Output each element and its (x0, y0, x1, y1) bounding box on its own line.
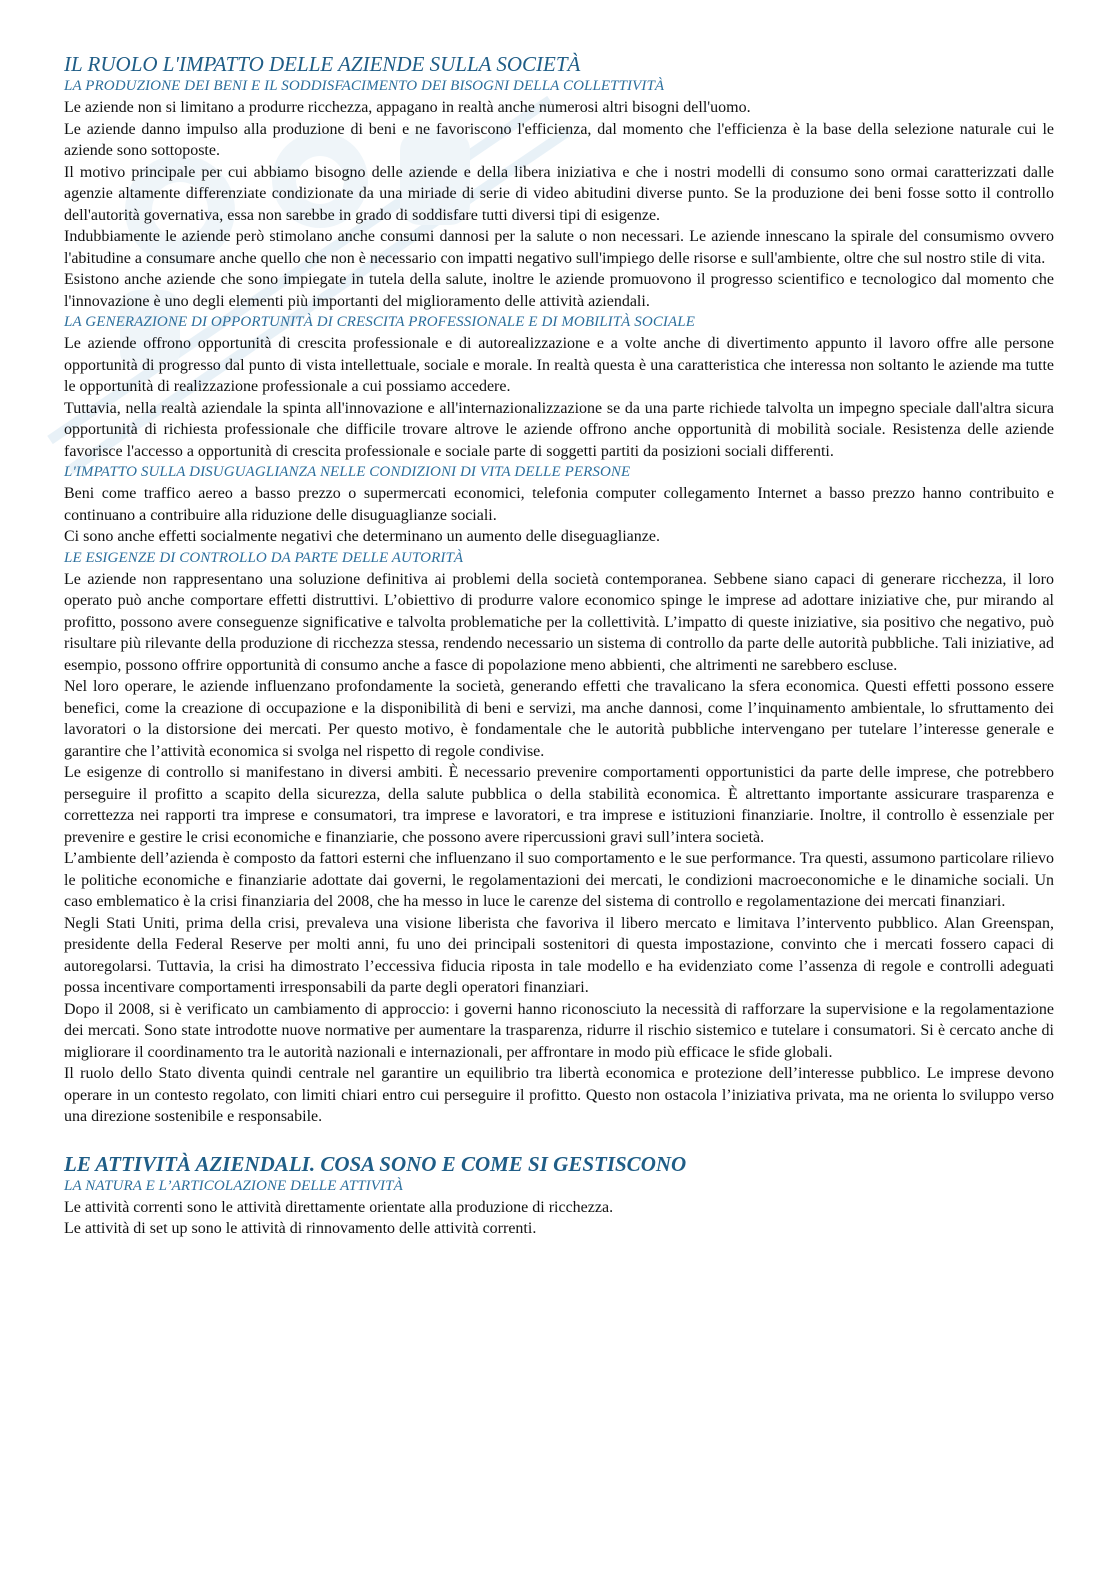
paragraph: Le aziende non si limitano a produrre ricchezza, appagano in realtà anche numerosi altri bisogni dell'uomo. (64, 99, 751, 116)
subsection-title: L'IMPATTO SULLA DISUGUAGLIANZA NELLE CONDIZIONI DI VITA DELLE PERSONE (64, 464, 631, 480)
paragraph: Il ruolo dello Stato diventa quindi centrale nel garantire un equilibrio tra libertà economica e protezione dell’interesse pubblico. Le imprese devono operare in un contesto regolato, con limiti chiari entro cui perseguire il profitto. Questo non ostacola l’iniziativa privata, ma ne orienta lo sviluppo verso una direzione sostenibile e responsabile. (64, 1065, 1054, 1125)
paragraph: L’ambiente dell’azienda è composto da fattori esterni che influenzano il suo comportamento e le sue performance. Tra questi, assumono particolare rilievo le politiche economiche e finanziarie adottate dai governi, le regolamentazioni dei mercati, le condizioni macroeconomiche e le dinamiche sociali. Un caso emblematico è la crisi finanziaria del 2008, che ha messo in luce le carenze del sistema di controllo e regolamentazione dei mercati finanziari. (64, 850, 1054, 910)
paragraph: Le attività correnti sono le attività direttamente orientate alla produzione di ricchezza. (64, 1198, 614, 1216)
paragraph: Esistono anche aziende che sono impiegate in tutela della salute, inoltre le aziende promuovono il progresso scientifico e tecnologico dal momento che l'innovazione è uno degli elementi più importanti del miglioramento delle attività aziendali. (64, 271, 1054, 310)
paragraph: Negli Stati Uniti, prima della crisi, prevaleva una visione liberista che favoriva il libero mercato e limitava l’intervento pubblico. Alan Greenspan, presidente della Federal Reserve per molti anni, fu uno dei principali sostenitori di questa impostazione, convinto che i mercati fossero capaci di autoregolarsi. Tuttavia, la crisi ha dimostrato l’eccessiva fiducia riposta in tale modello e ha evidenziato come l’assenza di regole e controlli adeguati possa incentivare comportamenti irresponsabili da parte degli operatori finanziari. (64, 914, 1054, 996)
paragraph: Le attività di set up sono le attività di rinnovamento delle attività correnti. (64, 1220, 537, 1237)
paragraph: Nel loro operare, le aziende influenzano profondamente la società, generando effetti che travalicano la sfera economica. Questi effetti possono essere benefici, come la creazione di occupazione e la disponibilità di beni e servizi, ma anche dannosi, come l’inquinamento ambientale, lo sfruttamento dei lavoratori o la distorsione dei mercati. Per questo motivo, è fondamentale che le autorità pubbliche intervengano per tutelare l’interesse generale e garantire che l’attività economica si svolga nel rispetto di regole condivise. (64, 678, 1054, 760)
paragraph: Le aziende non rappresentano una soluzione definitiva ai problemi della società contemporanea. Sebbene siano capaci di generare ricchezza, il loro operato può anche comportare effetti distruttivi. L’obiettivo di produrre valore economico spinge le imprese ad adottare iniziative che, pur mirando al profitto, possono avere conseguenze significative e talvolta problematiche per la collettività. L’impatto di queste iniziative, sia positivo che negativo, può risultare più rilevante della produzione di ricchezza stessa, rendendo necessario un sistema di controllo da parte delle autorità pubbliche. Tali iniziative, ad esempio, possono offrire opportunità di consumo anche a fasce di popolazione meno abbienti, che altrimenti ne sarebbero escluse. (64, 570, 1054, 674)
paragraph: Il motivo principale per cui abbiamo bisogno delle aziende e della libera iniziativa e che i nostri modelli di consumo sono ormai caratterizzati dalle agenzie altamente differenziate condizionate da una miriade di serie di video abitudini diverse punto. Se la produzione dei beni fosse sotto il controllo dell'autorità governativa, essa non sarebbe in grado di soddisfare tutti diversi tipi di esigenze. (64, 163, 1054, 224)
paragraph: Le aziende danno impulso alla produzione di beni e ne favoriscono l'efficienza, dal momento che l'efficienza è la base della selezione naturale cui le aziende sono sottoposte. (64, 120, 1054, 159)
section-title: LE ATTIVITÀ AZIENDALI. COSA SONO E COME SI GESTISCONO (64, 1151, 687, 1176)
paragraph: Tuttavia, nella realtà aziendale la spinta all'innovazione e all'internazionalizzazione se da una parte richiede talvolta un impegno speciale dall'altra sicura opportunità di richiesta professionale che difficile trovare altrove le aziende offrono anche opportunità di mobilità sociale. Resistenza delle aziende favorisce l'accesso a opportunità di crescita professionale e sociale parte di soggetti partiti da posizioni sociali differenti. (64, 399, 1054, 460)
paragraph: Le esigenze di controllo si manifestano in diversi ambiti. È necessario prevenire comportamenti opportunistici da parte delle imprese, che potrebbero perseguire il profitto a scapito della sicurezza, della salute pubblica o della stabilità economica. È altrettanto importante assicurare trasparenza e correttezza nei rapporti tra imprese e consumatori, tra imprese e lavoratori, e tra imprese e istituzioni finanziarie. Inoltre, il controllo è essenziale per prevenire e gestire le crisi economiche e finanziarie, che possono avere ripercussioni gravi sull’intera società. (64, 764, 1054, 846)
paragraph: Dopo il 2008, si è verificato un cambiamento di approccio: i governi hanno riconosciuto la necessità di rafforzare la supervisione e la regolamentazione dei mercati. Sono state introdotte nuove normative per aumentare la trasparenza, ridurre il rischio sistemico e tutelare i consumatori. Si è cercato anche di migliorare il coordinamento tra le autorità nazionali e internazionali, per affrontare in modo più efficace le sfide globali. (64, 1000, 1054, 1061)
paragraph: Indubbiamente le aziende però stimolano anche consumi dannosi per la salute o non necessari. Le aziende innescano la spirale del consumismo ovvero l'abitudine a consumare anche quello che non è necessario con impatti negativo sull'impiego delle risorse e sull'ambiente, oltre che sul nostro stile di vita. (64, 228, 1054, 267)
paragraph: Beni come traffico aereo a basso prezzo o supermercati economici, telefonia computer collegamento Internet a basso prezzo hanno contribuito e continuano a contribuire alla riduzione delle disuguaglianze sociali. (64, 485, 1054, 524)
document-page (64, 52, 1054, 1240)
subsection-title: LE ESIGENZE DI CONTROLLO DA PARTE DELLE AUTORITÀ (64, 549, 464, 566)
subsection-title: LA NATURA E L’ARTICOLAZIONE DELLE ATTIVITÀ (64, 1177, 403, 1194)
subsection-title: LA GENERAZIONE DI OPPORTUNITÀ DI CRESCITA PROFESSIONALE E DI MOBILITÀ SOCIALE (64, 314, 695, 330)
paragraph: Le aziende offrono opportunità di crescita professionale e di autorealizzazione e a volte anche di divertimento appunto il lavoro offre alle persone opportunità di progresso dal punto di vista intellettuale, sociale e morale. In realtà questa è una caratteristica che interessa non soltanto le aziende ma tutte le opportunità di realizzazione professionale a cui possiamo accedere. (64, 335, 1054, 395)
paragraph: Ci sono anche effetti socialmente negativi che determinano un aumento delle diseguaglianze. (64, 528, 660, 545)
section-title: IL RUOLO L'IMPATTO DELLE AZIENDE SULLA SOCIETÀ (64, 52, 581, 76)
subsection-title: LA PRODUZIONE DEI BENI E IL SODDISFACIMENTO DEI BISOGNI DELLA COLLETTIVITÀ (64, 78, 665, 94)
